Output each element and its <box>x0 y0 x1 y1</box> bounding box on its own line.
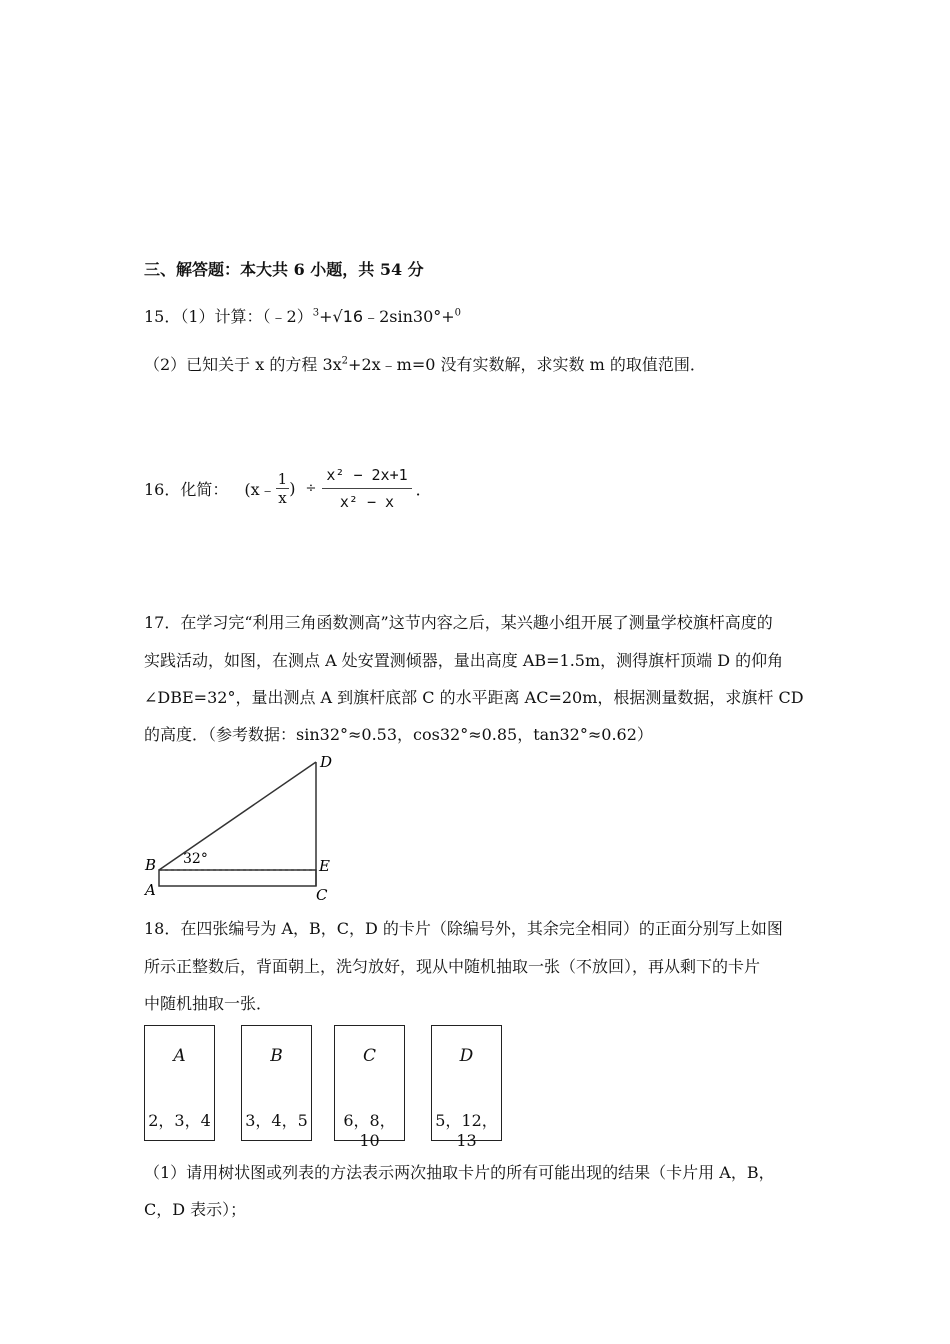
q17-line-4: 的高度．（参考数据：sin32°≈0.53，cos32°≈0.85，tan32°≈0.62） <box>144 725 653 744</box>
instrument-rectangle <box>159 870 316 886</box>
q16-open: (x﹣ <box>244 479 276 499</box>
card-a-label: A <box>173 1046 186 1066</box>
q15-line2 <box>144 352 706 375</box>
q17-line-1: 17．在学习完“利用三角函数测高”这节内容之后，某兴趣小组开展了测量学校旗杆高度的 <box>144 613 773 632</box>
card-a <box>144 1025 215 1141</box>
card-b-label: B <box>270 1046 283 1066</box>
big-frac-denominator: x² − x <box>339 492 395 511</box>
q15-rest: ﹣2sin30°+ <box>363 307 455 326</box>
division-sign: ÷ <box>305 480 317 496</box>
big-frac-numerator: x² − 2x+1 <box>322 466 411 489</box>
q15-part2-a: （2）已知关于 x 的方程 3x <box>144 355 342 374</box>
label-a: A <box>145 881 156 899</box>
card-c <box>334 1025 405 1150</box>
card-b-numbers: 3，4，5 <box>245 1111 308 1130</box>
q16-close: ) <box>289 478 296 498</box>
big-fraction <box>322 466 411 511</box>
card-d-numbers: 5，12，13 <box>435 1111 498 1150</box>
card-d <box>431 1025 502 1150</box>
label-c: C <box>316 886 328 902</box>
q15-part2-exponent: 2 <box>341 355 349 367</box>
q16-end: ． <box>415 479 432 499</box>
fraction-one-over-x <box>276 470 290 507</box>
card-c-label: C <box>362 1046 376 1066</box>
label-b: B <box>145 856 157 874</box>
sqrt-sixteen: √16 <box>332 307 364 326</box>
q15-exponent: 3 <box>312 307 320 319</box>
q15-plus: + <box>319 307 333 326</box>
frac-denominator: x <box>278 488 287 507</box>
card-c-numbers: 6，8，10 <box>343 1111 396 1150</box>
q15-prefix: 15．（1）计算：（﹣2） <box>144 307 313 326</box>
q18-sub1-line-2: C，D 表示）； <box>144 1200 247 1219</box>
q18-line-1: 18．在四张编号为 A，B，C，D 的卡片（除编号外，其余完全相同）的正面分别写上如图 <box>144 919 783 938</box>
q17-line-2: 实践活动，如图，在测点 A 处安置测倾器，量出高度 AB=1.5m，测得旗杆顶端 D 的仰角 <box>144 651 784 670</box>
label-d: D <box>320 753 333 771</box>
q17-line-3: ∠DBE=32°，量出测点 A 到旗杆底部 C 的水平距离 AC=20m，根据测量数据，求旗杆 CD <box>144 688 804 707</box>
card-a-numbers: 2，3，4 <box>148 1111 211 1130</box>
q15-part2-b: +2x﹣m=0 没有实数解，求实数 m 的取值范围． <box>348 355 706 374</box>
angle-label: 32° <box>183 851 208 867</box>
section-heading: 三、解答题：本大共 6 小题，共 54 分 <box>144 260 424 279</box>
flagpole-figure <box>140 752 340 902</box>
q15-line1 <box>144 304 461 327</box>
q18-line-2: 所示正整数后，背面朝上，洗匀放好，现从中随机抽取一张（不放回），再从剩下的卡片 <box>144 957 761 976</box>
q16-prefix: 16．化简： <box>144 479 229 499</box>
card-b <box>241 1025 312 1141</box>
label-e: E <box>319 857 330 875</box>
q15-exponent-zero: 0 <box>454 307 462 319</box>
q18-line-3: 中随机抽取一张． <box>144 994 273 1013</box>
frac-numerator: 1 <box>277 469 288 488</box>
card-d-label: D <box>459 1046 474 1066</box>
q16-line <box>144 458 432 518</box>
q18-sub1-line-1: （1）请用树状图或列表的方法表示两次抽取卡片的所有可能出现的结果（卡片用 A，B， <box>144 1163 775 1182</box>
